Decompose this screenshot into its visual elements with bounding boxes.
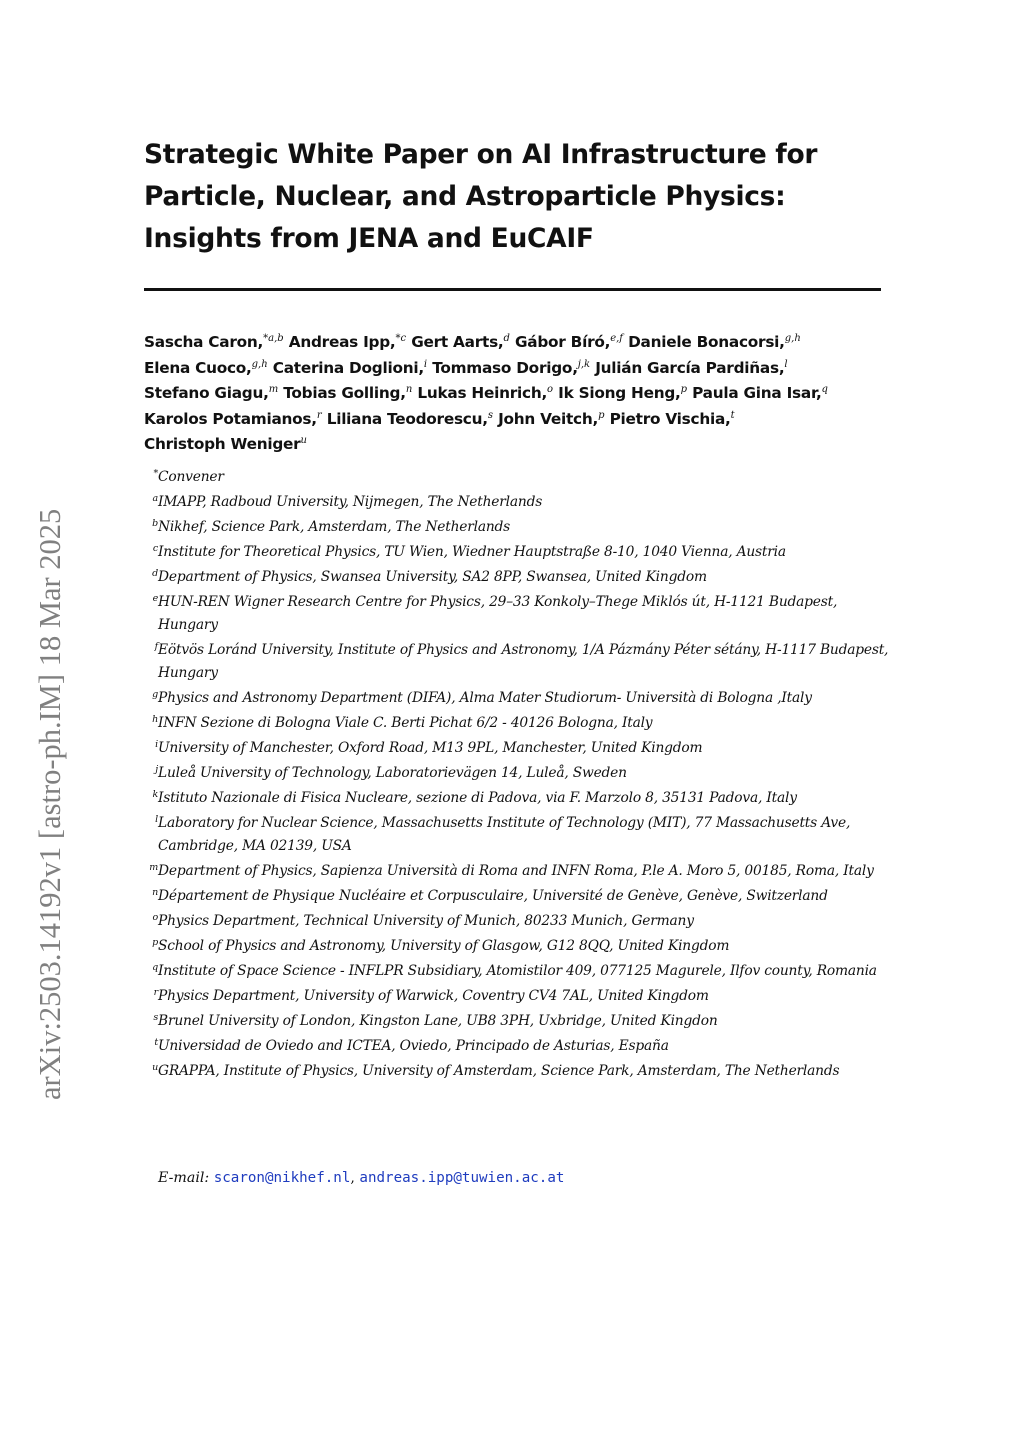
affiliation-item xyxy=(144,541,889,564)
author-affiliation-marks: e,f xyxy=(610,333,624,344)
affiliation-item xyxy=(144,1010,889,1033)
author-name xyxy=(144,333,284,351)
author-name-text: Liliana Teodorescu, xyxy=(326,409,488,428)
author-name xyxy=(432,359,590,377)
affiliation-mark: s xyxy=(153,1012,158,1023)
author-affiliation-marks: q xyxy=(821,384,828,395)
author-name-text: Elena Cuoco, xyxy=(144,358,252,377)
affiliation-item xyxy=(144,491,889,514)
affiliation-item xyxy=(144,591,889,637)
affiliation-text: Institute for Theoretical Physics, TU Wien, Wiedner Hauptstraße 8-10, 1040 Vienna, Austria xyxy=(158,544,786,560)
author-affiliation-marks: *a,b xyxy=(263,333,284,344)
affiliation-mark: d xyxy=(152,568,158,579)
author-name xyxy=(628,333,801,351)
author-affiliation-marks: *c xyxy=(395,333,407,344)
author-name xyxy=(144,410,322,428)
author-name-text: Sascha Caron, xyxy=(144,333,264,351)
author-affiliation-marks: p xyxy=(598,409,605,421)
affiliation-text: Brunel University of London, Kingston Lane, UB8 3PH, Uxbridge, United Kingdon xyxy=(158,1013,718,1029)
affiliation-mark: q xyxy=(152,962,158,973)
author-affiliation-marks: i xyxy=(423,358,428,370)
affiliation-item xyxy=(144,787,889,810)
affiliation-list xyxy=(144,466,889,1085)
author-affiliation-marks: m xyxy=(268,384,279,395)
affiliation-text: Department of Physics, Sapienza Università di Roma and INFN Roma, P.le A. Moro 5, 00185, Roma, Italy xyxy=(158,863,874,879)
affiliation-mark: l xyxy=(155,814,158,825)
affiliation-text: Convener xyxy=(158,469,224,485)
author-name-text: Pietro Vischia, xyxy=(609,409,731,428)
paper-title: Strategic White Paper on AI Infrastructure for Particle, Nuclear, and Astroparticle Physics: Insights from JENA and EuCAIF xyxy=(144,139,818,254)
email-link-caron[interactable]: scaron@nikhef.nl xyxy=(213,1170,351,1186)
affiliation-item xyxy=(144,516,889,539)
affiliation-item xyxy=(144,762,889,785)
affiliation-item xyxy=(144,712,889,735)
affiliation-text: Nikhef, Science Park, Amsterdam, The Netherlands xyxy=(158,519,511,535)
author-name-text: Lukas Heinrich, xyxy=(417,384,548,402)
author-name-text: John Veitch, xyxy=(498,409,599,428)
author-affiliation-marks: s xyxy=(487,409,493,421)
author-name-text: Gert Aarts, xyxy=(411,333,504,351)
affiliation-item xyxy=(144,737,889,760)
author-name-text: Stefano Giagu, xyxy=(144,384,269,402)
author-name xyxy=(144,359,268,377)
affiliation-text: Département de Physique Nucléaire et Corpusculaire, Université de Genève, Genève, Switzerland xyxy=(158,888,828,904)
affiliation-item xyxy=(144,960,889,983)
email-link-ipp[interactable]: andreas.ipp@tuwien.ac.at xyxy=(359,1170,565,1186)
affiliation-text: Physics Department, Technical University of Munich, 80233 Munich, Germany xyxy=(158,913,694,929)
author-name-text: Tommaso Dorigo, xyxy=(432,358,578,377)
author-name-text: Karolos Potamianos, xyxy=(144,409,317,428)
author-name xyxy=(289,333,406,351)
affiliation-mark: f xyxy=(154,641,158,652)
affiliation-mark: g xyxy=(152,689,158,700)
author-name xyxy=(144,435,307,453)
author-name xyxy=(273,359,427,377)
affiliation-text: GRAPPA, Institute of Physics, University of Amsterdam, Science Park, Amsterdam, The Netherlands xyxy=(158,1063,840,1079)
affiliation-item xyxy=(144,466,889,489)
author-name-text: Tobias Golling, xyxy=(283,384,406,402)
affiliation-mark: m xyxy=(149,862,158,873)
affiliation-item xyxy=(144,812,889,858)
affiliation-item xyxy=(144,687,889,710)
affiliation-item xyxy=(144,566,889,589)
affiliation-item xyxy=(144,910,889,933)
affiliation-item xyxy=(144,860,889,883)
affiliation-mark: t xyxy=(154,1037,158,1048)
affiliation-mark: n xyxy=(152,887,158,898)
author-name xyxy=(498,410,604,428)
author-affiliation-marks: o xyxy=(547,384,554,395)
author-name-text: Gábor Bíró, xyxy=(514,333,611,351)
affiliation-text: Istituto Nazionale di Fisica Nucleare, sezione di Padova, via F. Marzolo 8, 35131 Padova, Italy xyxy=(158,790,797,806)
author-affiliation-marks: d xyxy=(503,333,510,344)
affiliation-mark: e xyxy=(152,593,158,604)
author-name xyxy=(283,384,412,402)
affiliation-mark: * xyxy=(153,468,158,479)
affiliation-text: Physics and Astronomy Department (DIFA), Alma Mater Studiorum- Università di Bologna ,Italy xyxy=(158,690,812,706)
author-name-text: Christoph Weniger xyxy=(144,435,301,453)
affiliation-text: IMAPP, Radboud University, Nijmegen, The Netherlands xyxy=(158,494,543,510)
affiliation-text: INFN Sezione di Bologna Viale C. Berti Pichat 6/2 - 40126 Bologna, Italy xyxy=(158,715,653,731)
author-name xyxy=(558,384,687,402)
author-name-text: Andreas Ipp, xyxy=(288,333,396,351)
affiliation-mark: u xyxy=(152,1062,158,1073)
affiliation-text: Laboratory for Nuclear Science, Massachusetts Institute of Technology (MIT), 77 Massachusetts Ave, Cambridge, MA 02139, USA xyxy=(158,815,851,854)
affiliation-text: Luleå University of Technology, Laboratorievägen 14, Luleå, Sweden xyxy=(158,765,627,781)
affiliation-text: Department of Physics, Swansea University, SA2 8PP, Swansea, United Kingdom xyxy=(158,569,707,585)
affiliation-text: Eötvös Loránd University, Institute of Physics and Astronomy, 1/A Pázmány Péter sétány, H-1117 Budapest, Hungary xyxy=(158,642,889,681)
author-name-text: Paula Gina Isar, xyxy=(692,384,822,402)
author-name xyxy=(595,359,787,377)
email-label: E-mail: xyxy=(158,1170,210,1186)
affiliation-text: Universidad de Oviedo and ICTEA, Oviedo, Principado de Asturias, España xyxy=(158,1038,669,1054)
author-name xyxy=(327,410,493,428)
affiliation-mark: r xyxy=(153,987,158,998)
author-affiliation-marks: n xyxy=(405,384,413,395)
author-name xyxy=(610,410,735,428)
email-separator: , xyxy=(350,1170,360,1186)
affiliation-mark: b xyxy=(152,518,158,529)
affiliation-item xyxy=(144,885,889,908)
author-list xyxy=(144,330,889,458)
affiliation-mark: j xyxy=(155,764,158,775)
author-name-text: Julián García Pardiñas, xyxy=(595,358,785,377)
affiliation-item xyxy=(144,639,889,685)
affiliation-mark: i xyxy=(155,739,158,750)
author-name xyxy=(417,384,553,402)
author-affiliation-marks: j,k xyxy=(577,358,591,370)
author-name xyxy=(692,384,828,402)
email-line xyxy=(158,1166,878,1190)
author-name-text: Caterina Doglioni, xyxy=(272,358,424,377)
affiliation-mark: h xyxy=(152,714,158,725)
affiliation-mark: p xyxy=(152,937,158,948)
author-name-text: Daniele Bonacorsi, xyxy=(628,333,785,351)
author-affiliation-marks: t xyxy=(730,409,735,421)
author-affiliation-marks: l xyxy=(784,358,788,370)
author-name xyxy=(411,333,510,351)
affiliation-text: School of Physics and Astronomy, University of Glasgow, G12 8QQ, United Kingdom xyxy=(158,938,730,954)
affiliation-item xyxy=(144,985,889,1008)
arxiv-identifier-stamp: arXiv:2503.14192v1 [astro-ph.IM] 18 Mar 2025 xyxy=(33,508,67,1100)
affiliation-item xyxy=(144,1060,889,1083)
affiliation-text: Physics Department, University of Warwick, Coventry CV4 7AL, United Kingdom xyxy=(158,988,709,1004)
title-rule xyxy=(144,288,881,291)
affiliation-mark: c xyxy=(152,543,158,554)
author-name xyxy=(515,333,623,351)
author-name xyxy=(144,384,278,402)
author-affiliation-marks: g,h xyxy=(251,358,268,370)
affiliation-text: HUN-REN Wigner Research Centre for Physics, 29–33 Konkoly–Thege Miklós út, H-1121 Budapest, Hungary xyxy=(158,594,838,633)
author-affiliation-marks: u xyxy=(300,435,307,446)
affiliation-mark: a xyxy=(152,493,158,504)
affiliation-item xyxy=(144,1035,889,1058)
affiliation-text: Institute of Space Science - INFLPR Subsidiary, Atomistilor 409, 077125 Magurele, Ilfov county, Romania xyxy=(158,963,877,979)
author-affiliation-marks: p xyxy=(680,384,687,395)
author-affiliation-marks: g,h xyxy=(784,333,801,344)
author-affiliation-marks: r xyxy=(316,409,322,421)
affiliation-text: University of Manchester, Oxford Road, M13 9PL, Manchester, United Kingdom xyxy=(158,740,703,756)
affiliation-item xyxy=(144,935,889,958)
affiliation-mark: o xyxy=(152,912,158,923)
author-name-text: Ik Siong Heng, xyxy=(558,384,681,402)
affiliation-mark: k xyxy=(152,789,158,800)
